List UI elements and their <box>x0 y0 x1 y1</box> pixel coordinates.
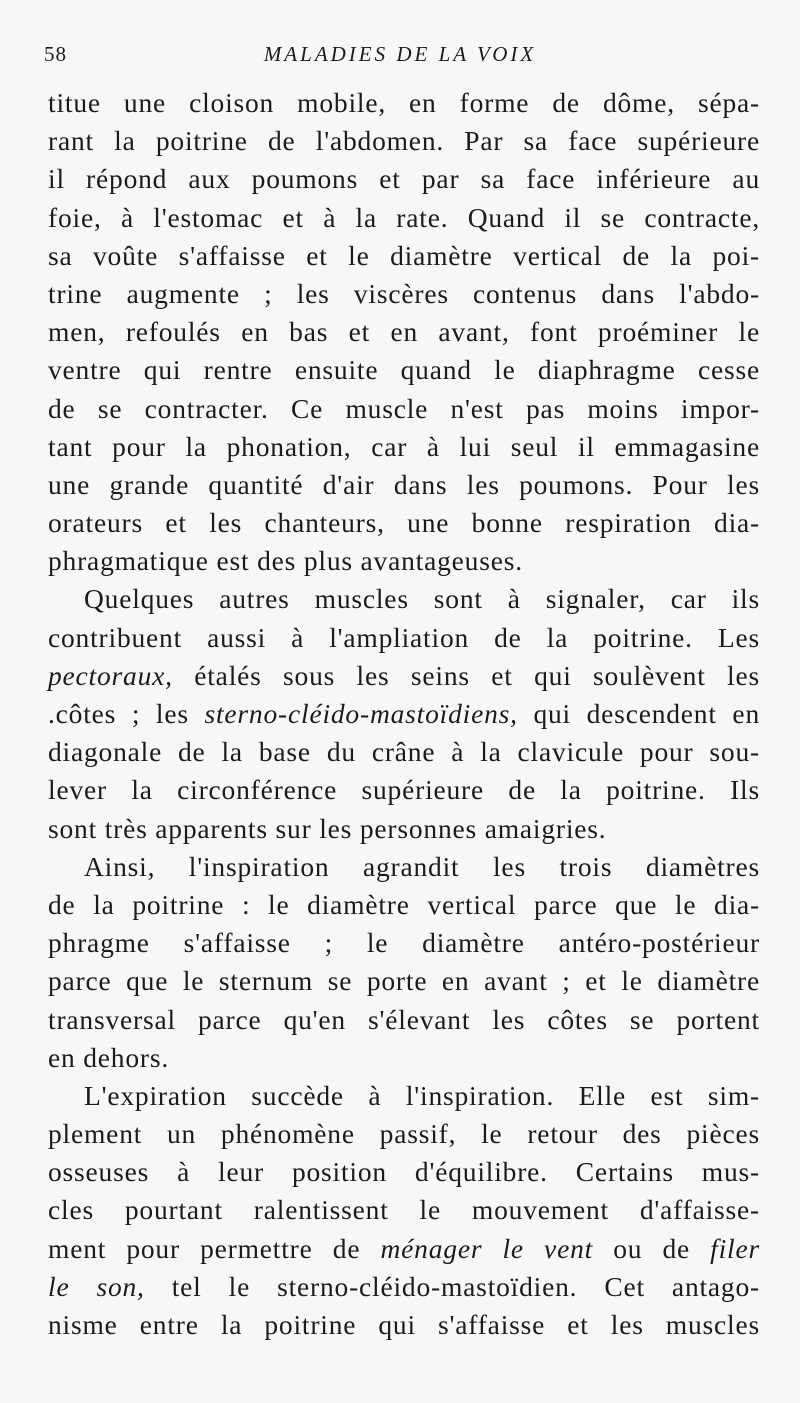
paragraph-start-line: Quelques autres muscles sont à signaler, car ils <box>84 583 760 615</box>
text-line: sont très apparents sur les personnes amaigries. <box>48 812 607 844</box>
text-line: trine augmente ; les viscères contenus dans l'abdo- <box>48 277 760 309</box>
paragraph-start-line: L'expiration succède à l'inspiration. Elle est sim- <box>84 1079 760 1111</box>
text-fragment: ment pour permettre de <box>48 1232 381 1264</box>
text-line: men, refoulés en bas et en avant, font proéminer le <box>48 316 760 348</box>
text-line: transversal parce qu'en s'élevant les côtes se portent <box>48 1003 760 1035</box>
text-line <box>48 657 760 695</box>
text-line: ventre qui rentre ensuite quand le diaphragme cesse <box>48 354 760 386</box>
page-number: 58 <box>44 42 67 66</box>
text-line <box>48 695 760 733</box>
text-line <box>48 1230 760 1268</box>
italic-term: pectoraux, <box>48 659 173 691</box>
page-header <box>0 38 800 78</box>
text-fragment: étalés sous les seins et qui soulèvent les <box>172 659 760 691</box>
text-line: il répond aux poumons et par sa face inférieure au <box>48 163 760 195</box>
text-line: foie, à l'estomac et à la rate. Quand il se contracte, <box>48 201 760 233</box>
text-fragment: ou de <box>593 1232 711 1264</box>
text-line <box>48 1268 760 1306</box>
text-line: en dehors. <box>48 1041 170 1073</box>
italic-term: ménager le vent <box>380 1232 594 1264</box>
text-line: phragme s'affaisse ; le diamètre antéro-postérieur <box>48 927 760 959</box>
text-fragment: tel le sterno-cléido-mastoïdien. Cet antago- <box>144 1270 760 1302</box>
text-line: contribuent aussi à l'ampliation de la poitrine. Les <box>48 621 760 653</box>
italic-term: le son, <box>48 1270 145 1302</box>
italic-term: sterno-cléido-mastoïdiens, <box>204 698 518 729</box>
body-text <box>48 84 760 1344</box>
text-line: une grande quantité d'air dans les poumons. Pour les <box>48 468 760 500</box>
text-line: phragmatique est des plus avantageuses. <box>48 545 523 577</box>
text-line: de se contracter. Ce muscle n'est pas moins impor- <box>48 392 760 424</box>
text-fragment: qui descendent en <box>517 698 760 729</box>
italic-term: filer <box>710 1232 760 1264</box>
text-line: lever la circonférence supérieure de la poitrine. Ils <box>48 774 760 806</box>
text-line: tant pour la phonation, car à lui seul il emmagasine <box>48 430 760 462</box>
text-line: de la poitrine : le diamètre vertical parce que le dia- <box>48 888 760 920</box>
text-fragment: .côtes ; les <box>48 698 205 729</box>
text-line: orateurs et les chanteurs, une bonne respiration dia- <box>48 507 760 539</box>
running-head: MALADIES DE LA VOIX <box>263 42 537 66</box>
text-line: cles pourtant ralentissent le mouvement d'affaisse- <box>48 1194 760 1226</box>
text-line: nisme entre la poitrine qui s'affaisse et les muscles <box>48 1309 760 1340</box>
text-line: rant la poitrine de l'abdomen. Par sa face supérieure <box>48 125 760 157</box>
paragraph-start-line: Ainsi, l'inspiration agrandit les trois diamètres <box>84 850 760 882</box>
text-line: sa voûte s'affaisse et le diamètre vertical de la poi- <box>48 239 760 271</box>
text-line: plement un phénomène passif, le retour des pièces <box>48 1118 760 1150</box>
text-line: titue une cloison mobile, en forme de dôme, sépa- <box>48 87 760 118</box>
text-line: parce que le sternum se porte en avant ; et le diamètre <box>48 965 760 997</box>
text-line: osseuses à leur position d'équilibre. Certains mus- <box>48 1156 760 1188</box>
text-line: diagonale de la base du crâne à la clavicule pour sou- <box>48 736 760 768</box>
